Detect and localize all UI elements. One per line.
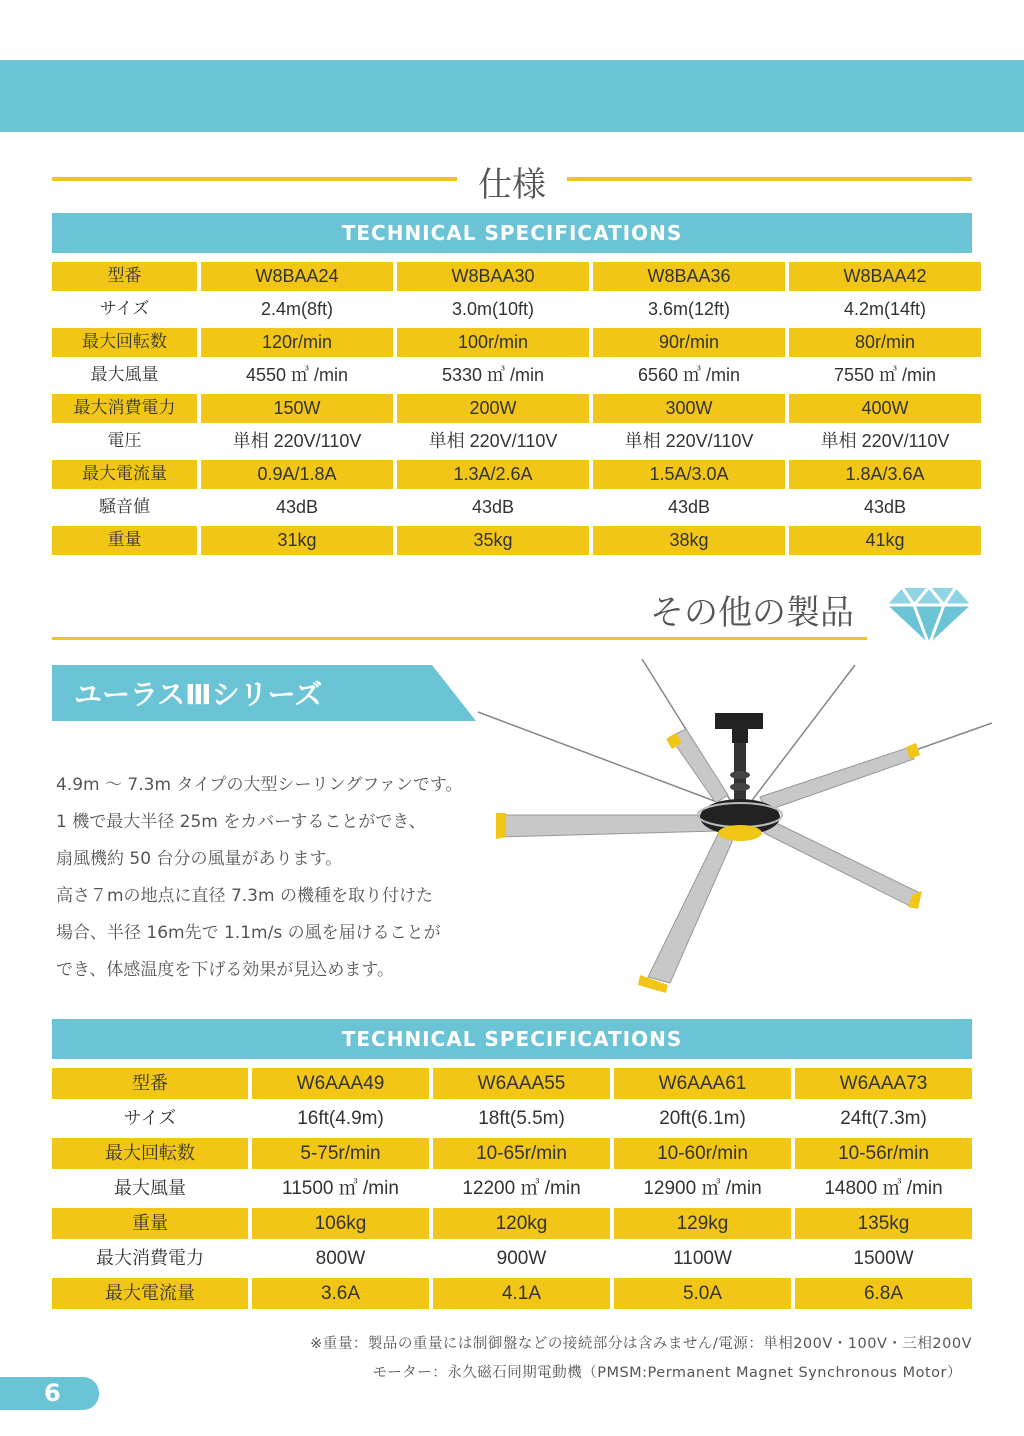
table-cell: W8BAA42 <box>789 262 981 291</box>
table-cell: 35kg <box>397 526 589 555</box>
table-cell: W6AAA55 <box>433 1068 610 1099</box>
table-cell: 43dB <box>201 493 393 522</box>
table-cell: 12200 ㎥ /min <box>433 1173 610 1204</box>
heading-rule-left <box>52 177 457 181</box>
table-cell: 5.0A <box>614 1278 791 1309</box>
table-cell: 100r/min <box>397 328 589 357</box>
table-row <box>52 262 981 291</box>
table-row <box>52 295 981 324</box>
table-cell: 31kg <box>201 526 393 555</box>
row-label: 最大電流量 <box>52 460 197 489</box>
section-heading <box>52 155 972 203</box>
row-label: 重量 <box>52 1208 248 1239</box>
table-cell: 単相 220V/110V <box>593 427 785 456</box>
table-cell: 6.8A <box>795 1278 972 1309</box>
table-cell: 7550 ㎥ /min <box>789 361 981 390</box>
diamond-icon <box>884 583 974 649</box>
table-cell: 3.6A <box>252 1278 429 1309</box>
table-cell: 単相 220V/110V <box>789 427 981 456</box>
section-title: 仕様 <box>478 165 546 205</box>
table-cell: 120kg <box>433 1208 610 1239</box>
table-cell: 1.8A/3.6A <box>789 460 981 489</box>
row-label: サイズ <box>52 295 197 324</box>
table-row <box>52 1068 972 1099</box>
row-label: 最大回転数 <box>52 1138 248 1169</box>
table-cell: 12900 ㎥ /min <box>614 1173 791 1204</box>
table-cell: 5-75r/min <box>252 1138 429 1169</box>
row-label: 重量 <box>52 526 197 555</box>
table-cell: 11500 ㎥ /min <box>252 1173 429 1204</box>
row-label: 電圧 <box>52 427 197 456</box>
table-cell: 10-65r/min <box>433 1138 610 1169</box>
table-cell: 1.5A/3.0A <box>593 460 785 489</box>
top-header-band <box>0 60 1024 132</box>
row-label: 型番 <box>52 1068 248 1099</box>
table-row <box>52 526 981 555</box>
table-cell: 200W <box>397 394 589 423</box>
table-row <box>52 361 981 390</box>
table-row <box>52 460 981 489</box>
row-label: 最大風量 <box>52 361 197 390</box>
table-cell: 150W <box>201 394 393 423</box>
table-cell: 41kg <box>789 526 981 555</box>
series-label: ユーラスⅢシリーズ <box>74 678 323 711</box>
series-tag <box>52 665 476 721</box>
footnote-motor: モーター：永久磁石同期電動機（PMSM:Permanent Magnet Synchronous Motor） <box>372 1365 962 1381</box>
table-row <box>52 1278 972 1309</box>
row-label: サイズ <box>52 1103 248 1134</box>
table-row <box>52 328 981 357</box>
table-cell: 2.4m(8ft) <box>201 295 393 324</box>
row-label: 騒音値 <box>52 493 197 522</box>
table-row <box>52 1208 972 1239</box>
table-row <box>52 1243 972 1274</box>
table-cell: W8BAA36 <box>593 262 785 291</box>
table-row <box>52 1138 972 1169</box>
table-cell: 43dB <box>397 493 589 522</box>
table-cell: W6AAA49 <box>252 1068 429 1099</box>
table-cell: 900W <box>433 1243 610 1274</box>
table-cell: 0.9A/1.8A <box>201 460 393 489</box>
table-cell: 43dB <box>593 493 785 522</box>
row-label: 最大消費電力 <box>52 1243 248 1274</box>
description-line: 1 機で最大半径 25m をカバーすることができ、 <box>56 812 426 832</box>
table-cell: 80r/min <box>789 328 981 357</box>
ceiling-fan-illustration <box>470 655 1000 1005</box>
row-label: 最大回転数 <box>52 328 197 357</box>
heading-rule-right <box>567 177 972 181</box>
table-cell: 106kg <box>252 1208 429 1239</box>
table-cell: 単相 220V/110V <box>397 427 589 456</box>
table-cell: W8BAA24 <box>201 262 393 291</box>
table-cell: 43dB <box>789 493 981 522</box>
table-cell: W8BAA30 <box>397 262 589 291</box>
other-products-title: その他の製品 <box>650 593 854 633</box>
table-cell: 800W <box>252 1243 429 1274</box>
table-row <box>52 427 981 456</box>
description-line: 4.9m ～ 7.3m タイプの大型シーリングファンです。 <box>56 775 463 795</box>
description-line: 扇風機約 50 台分の風量があります。 <box>56 849 343 869</box>
table-cell: W6AAA61 <box>614 1068 791 1099</box>
table-cell: 400W <box>789 394 981 423</box>
table-cell: 10-56r/min <box>795 1138 972 1169</box>
spec-table-1 <box>48 258 985 559</box>
table-cell: 4550 ㎥ /min <box>201 361 393 390</box>
table-cell: 129kg <box>614 1208 791 1239</box>
table-cell: 10-60r/min <box>614 1138 791 1169</box>
table-cell: 単相 220V/110V <box>201 427 393 456</box>
row-label: 型番 <box>52 262 197 291</box>
table-cell: 120r/min <box>201 328 393 357</box>
spec-header-1: TECHNICAL SPECIFICATIONS <box>52 213 972 253</box>
table-row <box>52 1173 972 1204</box>
other-products-rule <box>52 637 867 640</box>
table-cell: 3.6m(12ft) <box>593 295 785 324</box>
page-number: 6 <box>44 1379 61 1407</box>
row-label: 最大電流量 <box>52 1278 248 1309</box>
table-cell: 38kg <box>593 526 785 555</box>
table-cell: 24ft(7.3m) <box>795 1103 972 1134</box>
table-cell: 14800 ㎥ /min <box>795 1173 972 1204</box>
table-cell: 20ft(6.1m) <box>614 1103 791 1134</box>
table-cell: 300W <box>593 394 785 423</box>
description-line: でき、体感温度を下げる効果が見込めます。 <box>56 960 394 980</box>
table-row <box>52 1103 972 1134</box>
table-row <box>52 493 981 522</box>
description-line: 場合、半径 16m先で 1.1m/s の風を届けることが <box>56 923 441 943</box>
row-label: 最大消費電力 <box>52 394 197 423</box>
spec-table-2 <box>48 1064 976 1313</box>
footnote-weight-power: ※重量：製品の重量には制御盤などの接続部分は含みません/電源：単相200V・100V・三相200V <box>310 1336 972 1352</box>
description-line: 高さ７mの地点に直径 7.3m の機種を取り付けた <box>56 886 433 906</box>
table-cell: 90r/min <box>593 328 785 357</box>
table-cell: 4.2m(14ft) <box>789 295 981 324</box>
table-cell: 1500W <box>795 1243 972 1274</box>
table-cell: 1.3A/2.6A <box>397 460 589 489</box>
table-cell: 6560 ㎥ /min <box>593 361 785 390</box>
table-cell: 18ft(5.5m) <box>433 1103 610 1134</box>
table-cell: 4.1A <box>433 1278 610 1309</box>
table-cell: W6AAA73 <box>795 1068 972 1099</box>
table-cell: 135kg <box>795 1208 972 1239</box>
row-label: 最大風量 <box>52 1173 248 1204</box>
table-cell: 5330 ㎥ /min <box>397 361 589 390</box>
table-cell: 3.0m(10ft) <box>397 295 589 324</box>
table-row <box>52 394 981 423</box>
table-cell: 16ft(4.9m) <box>252 1103 429 1134</box>
spec-header-2: TECHNICAL SPECIFICATIONS <box>52 1019 972 1059</box>
table-cell: 1100W <box>614 1243 791 1274</box>
product-description <box>56 767 496 989</box>
